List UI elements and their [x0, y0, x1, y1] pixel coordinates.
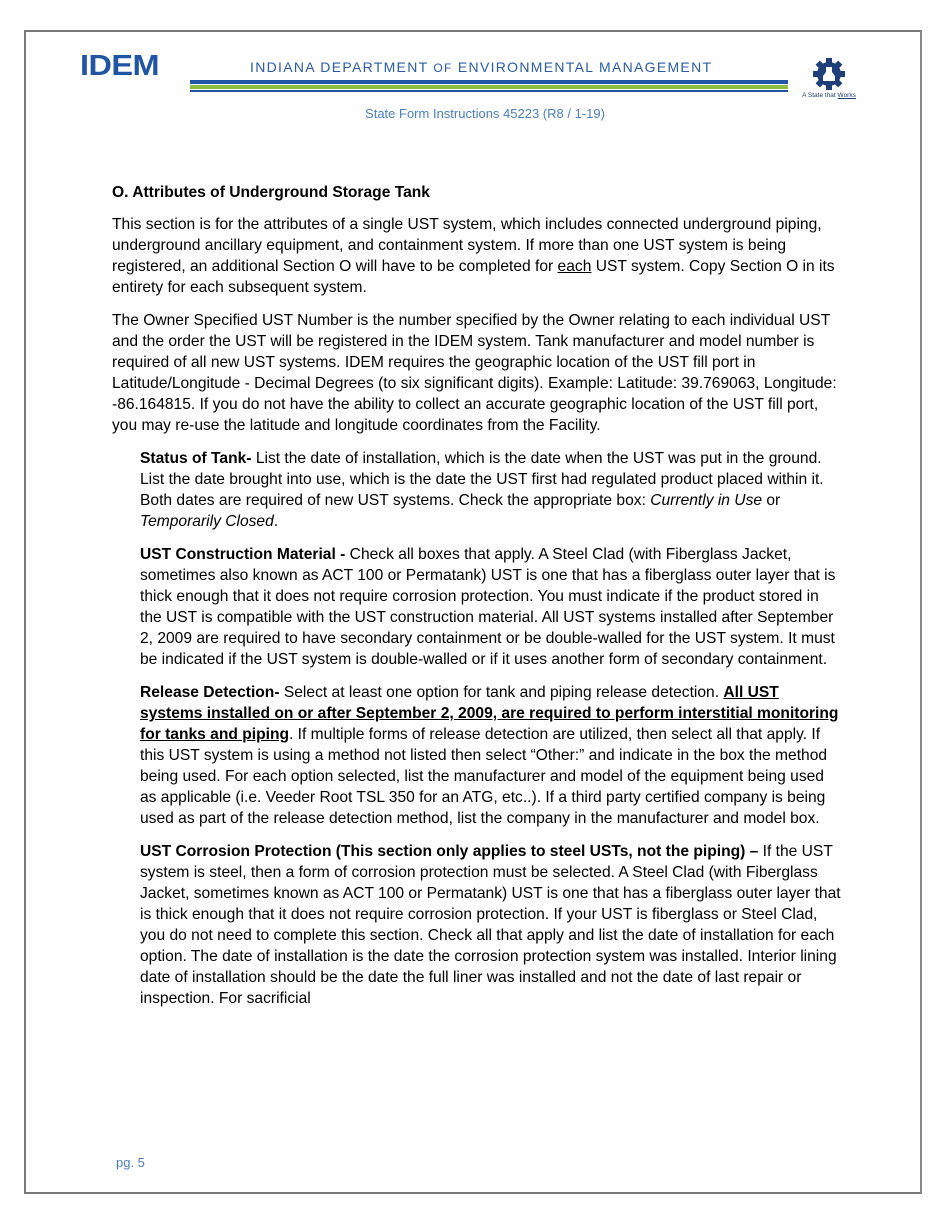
owner-ust-paragraph: The Owner Specified UST Number is the number specified by the Owner relating to each individual UST and the order the UST will be registered in the IDEM system. Tank manufacturer and model number is required of all new UST systems. IDEM requires the geographic location of the UST fill port in Latitude/Longitude - Decimal Degrees (to six significant digits). Example: Latitude: 39.769063, Longitude: -86.164815. If you do not have the ability to collect an accurate geographic location of the UST fill port, you may re-use the latitude and longitude coordinates from the Facility. [112, 312, 837, 434]
section-content [112, 182, 842, 1021]
form-id: State Form Instructions 45223 (R8 / 1-19) [365, 106, 605, 121]
gear-icon [813, 58, 845, 90]
release-detection-item: Release Detection- Select at least one option for tank and piping release detection. All UST systems installed on or after September 2, 2009, are required to perform interstitial monitoring for tanks and piping. If multiple forms of release detection are utilized, then select all that apply. If this UST system is using a method not listed then select “Other:” and indicate in the box the method being used. For each option selected, list the manufacturer and model of the equipment being used as applicable (i.e. Veeder Root TSL 350 for an ATG, etc..). If a third party certified company is being used as part of the release detection method, list the company in the manufacturer and model box. [140, 684, 839, 827]
slogan-a: A State that [802, 92, 838, 99]
state-slogan [796, 92, 862, 99]
corrosion-protection-item: UST Corrosion Protection (This section only applies to steel USTs, not the piping) – If the UST system is steel, then a form of corrosion protection must be selected. A Steel Clad (with Fiberglass Jacket, sometimes known as ACT 100 or Permatank) UST is one that has a fiberglass outer layer that is thick enough that it does not require corrosion protection. If your UST is fiberglass or Steel Clad, you do not need to complete this section. Check all that apply and list the date of installation for each option. The date of installation is the date the corrosion protection system was installed. Interior lining date of installation should be the date the full liner was installed and not the date of last repair or inspection. For sacrificial [140, 843, 841, 1007]
idem-logo: IDEM [80, 50, 159, 82]
status-of-tank-item: Status of Tank- List the date of installation, which is the date when the UST was put in the ground. List the date brought into use, which is the date the UST first had regulated product placed within it. Both dates are required of new UST systems. Check the appropriate box: Currently in Use or Temporarily Closed. [140, 450, 824, 530]
page-number: pg. 5 [116, 1155, 145, 1170]
dept-name-part2: ENVIRONMENTAL MANAGEMENT [457, 59, 713, 75]
department-title [250, 59, 712, 75]
section-title: O. Attributes of Underground Storage Tank [112, 184, 430, 201]
status-option-in-use: Currently in Use [650, 492, 763, 509]
release-requirement: All UST systems installed on or after September 2, 2009, are required to perform interstitial monitoring for tanks and piping [140, 684, 839, 743]
construction-label: UST Construction Material - [140, 546, 346, 563]
header-rule-blue [190, 80, 788, 84]
status-option-temp-closed: Temporarily Closed [140, 513, 274, 530]
slogan-works: Works [837, 92, 856, 99]
release-label: Release Detection- [140, 684, 280, 701]
construction-material-item: UST Construction Material - Check all boxes that apply. A Steel Clad (with Fiberglass Jacket, sometimes also known as ACT 100 or Permatank) UST is one that has a fiberglass outer layer that is thick enough that it does not require corrosion protection. You must indicate if the product stored in the UST is compatible with the UST construction material. All UST systems installed after September 2, 2009 are required to have secondary containment or be double-walled for the UST system. It must be indicated if the UST system is double-walled or if it uses another form of secondary containment. [140, 546, 836, 668]
dept-name-part1: INDIANA DEPARTMENT [250, 59, 429, 75]
dept-name-of: OF [433, 61, 453, 75]
header-rule-green [190, 85, 788, 89]
underlined-each: each [557, 258, 592, 275]
status-label: Status of Tank- [140, 450, 252, 467]
intro-paragraph: This section is for the attributes of a single UST system, which includes connected underground piping, underground ancillary equipment, and containment system. If more than one UST system is being registered, an additional Section O will have to be completed for each UST system. Copy Section O in its entirety for each subsequent system. [112, 216, 835, 296]
corrosion-label: UST Corrosion Protection (This section only applies to steel USTs, not the piping) – [140, 843, 759, 860]
header-rule-blue-thin [190, 90, 788, 92]
